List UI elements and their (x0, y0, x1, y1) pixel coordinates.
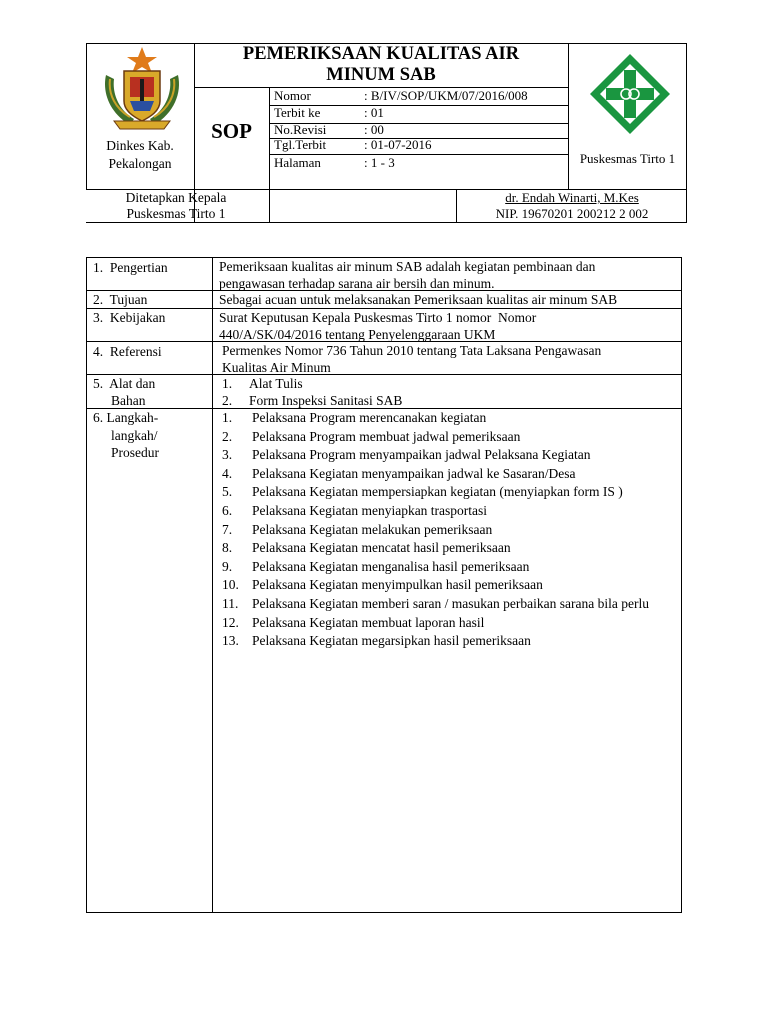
row-label-tujuan: 2. Tujuan (93, 292, 148, 307)
step-number: 12. (222, 614, 239, 630)
list-item (222, 392, 677, 409)
procedure-table (86, 257, 682, 913)
step-item (222, 521, 672, 539)
tujuan-text: Sebagai acuan untuk melaksanakan Pemeriksaan kualitas air minum SAB (219, 292, 618, 307)
meta-value: : 01 (364, 105, 384, 120)
step-text: Pelaksana Kegiatan mencatat hasil pemeriksaan (252, 540, 511, 556)
step-item (222, 502, 672, 520)
step-number: 8. (222, 540, 233, 556)
dinkes-logo (100, 45, 184, 131)
meta-value: : 01-07-2016 (364, 137, 432, 152)
step-item (222, 558, 672, 576)
step-item (222, 632, 672, 650)
row-label-alat-2: Bahan (111, 393, 146, 408)
item-number: 1. (222, 376, 233, 391)
step-number: 3. (222, 447, 233, 463)
meta-row-revisi (274, 123, 564, 138)
referensi-line-1: Permenkes Nomor 736 Tahun 2010 tentang Tata Laksana Pengawasan (222, 343, 602, 358)
step-text: Pelaksana Program membuat jadwal pemeriksaan (252, 428, 521, 444)
meta-row-terbit (274, 105, 564, 123)
meta-row-halaman (274, 154, 564, 174)
row-label-pengertian: 1. Pengertian (93, 260, 168, 275)
sop-label: SOP (211, 119, 252, 143)
approval-line-2: Puskesmas Tirto 1 (126, 206, 226, 221)
row-label-langkah-2: langkah/ (111, 427, 158, 443)
step-item (222, 409, 672, 427)
sop-header (86, 43, 687, 223)
step-number: 7. (222, 521, 233, 537)
meta-label: Tgl.Terbit (274, 137, 327, 152)
step-text: Pelaksana Kegiatan menyimpulkan hasil pemeriksaan (252, 577, 543, 593)
step-number: 6. (222, 502, 233, 518)
left-org-line-2: Pekalongan (108, 156, 172, 171)
step-item (222, 446, 672, 464)
meta-label: No.Revisi (274, 122, 327, 137)
step-number: 10. (222, 577, 239, 593)
meta-label: Nomor (274, 88, 311, 103)
row-label-referensi: 4. Referensi (93, 344, 162, 359)
pengertian-line-2: pengawasan terhadap sarana air bersih dan minum. (219, 276, 495, 291)
step-text: Pelaksana Kegiatan memberi saran / masukan perbaikan sarana bila perlu (252, 595, 649, 611)
step-item (222, 576, 672, 594)
step-number: 1. (222, 410, 233, 425)
step-text: Pelaksana Program menyampaikan jadwal Pelaksana Kegiatan (252, 447, 591, 463)
meta-label: Terbit ke (274, 105, 321, 120)
step-text: Pelaksana Kegiatan megarsipkan hasil pemeriksaan (252, 633, 531, 649)
step-number: 2. (222, 428, 233, 444)
item-text: Form Inspeksi Sanitasi SAB (249, 393, 403, 408)
step-text: Pelaksana Kegiatan menyampaikan jadwal ke Sasaran/Desa (252, 465, 576, 481)
meta-row-tgl (274, 138, 564, 154)
row-label-langkah: 6. Langkah- (93, 410, 159, 425)
approval-line-1: Ditetapkan Kepala (125, 190, 227, 205)
item-text: Alat Tulis (249, 376, 303, 391)
step-item (222, 595, 672, 613)
step-text: Pelaksana Kegiatan membuat laporan hasil (252, 614, 485, 630)
kebijakan-line-1: Surat Keputusan Kepala Puskesmas Tirto 1 nomor Nomor (219, 310, 537, 325)
row-label-kebijakan: 3. Kebijakan (93, 310, 166, 325)
signer-name: dr. Endah Winarti, M.Kes (505, 190, 639, 205)
step-number: 9. (222, 558, 233, 574)
meta-label: Halaman (274, 155, 321, 170)
step-item (222, 614, 672, 632)
puskesmas-logo (586, 50, 674, 138)
row-label-alat: 5. Alat dan (93, 376, 156, 391)
meta-value: : B/IV/SOP/UKM/07/2016/008 (364, 88, 528, 103)
step-text: Pelaksana Kegiatan menganalisa hasil pemeriksaan (252, 558, 530, 574)
step-text: Pelaksana Kegiatan melakukan pemeriksaan (252, 521, 493, 537)
step-item (222, 483, 672, 501)
step-number: 4. (222, 465, 233, 481)
right-org: Puskesmas Tirto 1 (579, 151, 676, 166)
left-org-line-1: Dinkes Kab. (106, 138, 174, 153)
step-item (222, 539, 672, 557)
step-number: 5. (222, 484, 233, 500)
meta-value: : 1 - 3 (364, 155, 395, 170)
meta-value: : 00 (364, 122, 384, 137)
meta-row-nomor (274, 87, 564, 105)
kebijakan-line-2: 440/A/SK/04/2016 tentang Penyelenggaraan UKM (219, 327, 496, 342)
step-number: 13. (222, 633, 239, 649)
step-text: Pelaksana Kegiatan mempersiapkan kegiatan (menyiapkan form IS ) (252, 484, 623, 500)
procedure-steps (222, 409, 672, 650)
referensi-line-2: Kualitas Air Minum (222, 360, 331, 375)
step-item (222, 428, 672, 446)
step-number: 11. (222, 595, 239, 611)
document-title: PEMERIKSAAN KUALITAS AIR MINUM SAB (242, 44, 520, 85)
list-item (222, 375, 677, 392)
pengertian-line-1: Pemeriksaan kualitas air minum SAB adalah kegiatan pembinaan dan (219, 259, 596, 274)
step-text: Pelaksana Kegiatan menyiapkan trasportasi (252, 502, 488, 518)
step-text: Pelaksana Program merencanakan kegiatan (252, 410, 487, 425)
step-item (222, 465, 672, 483)
row-label-langkah-3: Prosedur (111, 445, 159, 460)
item-number: 2. (222, 393, 233, 408)
signer-nip: NIP. 19670201 200212 2 002 (495, 206, 649, 221)
